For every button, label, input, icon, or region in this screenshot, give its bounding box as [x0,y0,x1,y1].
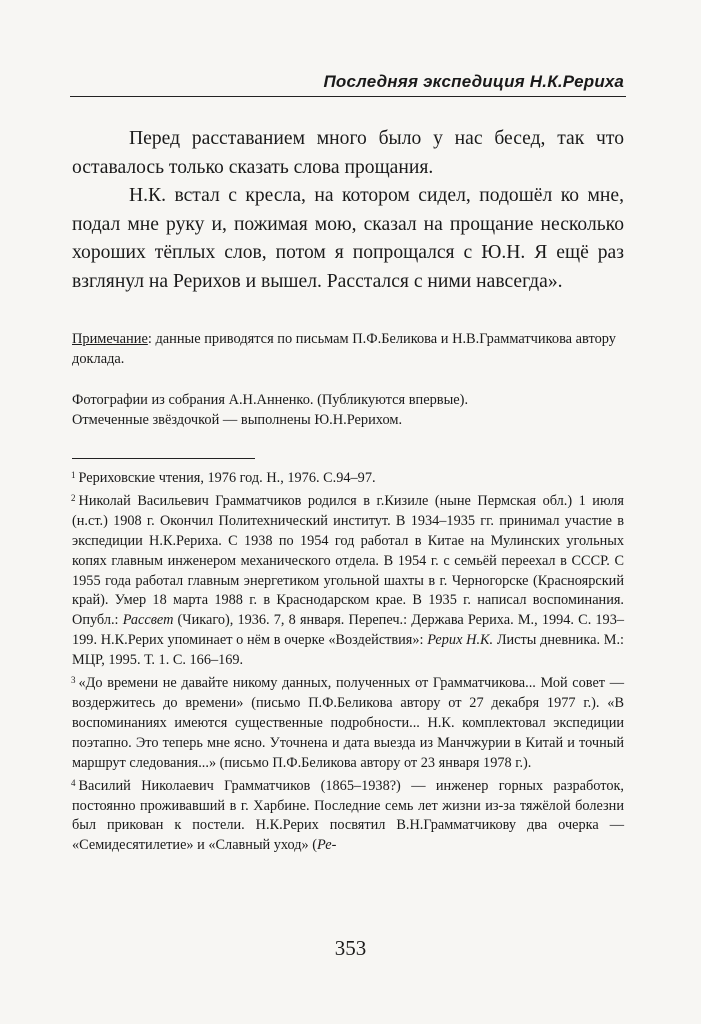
footnote-1 [72,466,624,489]
footnote-italic: Рассвет [122,612,174,629]
header-rule [70,96,626,97]
footnote-text: Листы дневника. М.: МЦР, 1995. Т. 1. С. 166–169. [72,632,625,669]
footnote-text: Василий Николаевич Грамматчиков (1865–1938?) — инженер горных разработок, постоянно проживавший в г. Харбине. Последние семь лет жизни из-за тяжёлой болезни был прикован к постели. Н.К.Рерих посвятил В.Н.Грамматчикову два очерка — «Семидесятилетие» и «Славный уход» ( [72,777,624,854]
footnote-text: «До времени не давайте никому данных, полученных от Грамматчикова... Мой совет — воздержитесь до времени» (письмо П.Ф.Беликова автору от 27 декабря 1977 г.). «В воспоминаниях имеются существенные подробности... Н.К. комплектовал экспедиции поэтапно. Это теперь мне ясно. Уточнена и дата выезда из Манчжурии в Китай и точный маршрут следования...» (письмо П.Ф.Беликова автору от 23 января 1978 г.). [72,675,624,771]
note-text: : данные приводятся по письмам П.Ф.Беликова и Н.В.Грамматчикова автору доклада. [72,331,616,367]
running-header: Последняя экспедиция Н.К.Рериха [323,72,624,91]
photo-credits-line-2: Отмеченные звёздочкой — выполнены Ю.Н.Рерихом. [72,412,403,428]
footnote-number: 4 [71,777,76,788]
footnote-2 [72,489,624,671]
footnote-italic: Рерих Н.К. [427,632,494,649]
footnote-italic: Ре- [317,837,337,854]
paragraph-1: Перед расставанием много было у нас бесед, так что оставалось только сказать слова прощания. [72,128,624,178]
footnote-text: Рериховские чтения, 1976 год. Н., 1976. С.94–97. [78,470,376,486]
footnote-rule [72,458,255,459]
footnote-text: Николай Васильевич Грамматчиков родился в г.Кизиле (ныне Пермская обл.) 1 июля (н.ст.) 1908 г. Окончил Политехнический институт. В 1934–1935 гг. принимал участие в экспедиции Н.К.Рериха. С 1938 по 1954 год работал в Китае на Мулинских угольных копях главным инженером механического отдела. В 1954 г. с семьёй переехал в СССР. С 1955 года работал главным энергетиком угольной шахты в г. Черногорске (Красноярский край). Умер 18 марта 1988 г. в Краснодарском крае. В 1935 г. написал воспоминания. Опубл.: [72,492,624,629]
page-number: 353 [334,936,367,960]
note [72,329,624,369]
footnote-3 [72,671,624,774]
paragraph-2: Н.К. встал с кресла, на котором сидел, подошёл ко мне, подал мне руку и, пожимая мою, сказал на прощание несколько хороших тёплых слов, потом я попрощался с Ю.Н. Я ещё раз взглянул на Рерихов и вышел. Расстался с ними навсегда». [72,185,624,292]
photo-credits-line-1: Фотографии из собрания А.Н.Анненко. (Публикуются впервые). [72,392,469,408]
footnote-4 [72,774,624,857]
footnote-number: 3 [71,675,76,686]
photo-credits [72,390,624,430]
footnotes [72,466,624,856]
footnote-number: 1 [71,470,76,480]
main-text [72,125,624,296]
note-label: Примечание [72,331,148,347]
footnote-text: (Чикаго), 1936. 7, 8 января. Перепеч.: Держава Рериха. М., 1994. С. 193–199. Н.К.Рерих упоминает о нём в очерке «Воздействия»: [72,612,625,649]
footnote-number: 2 [71,492,76,503]
